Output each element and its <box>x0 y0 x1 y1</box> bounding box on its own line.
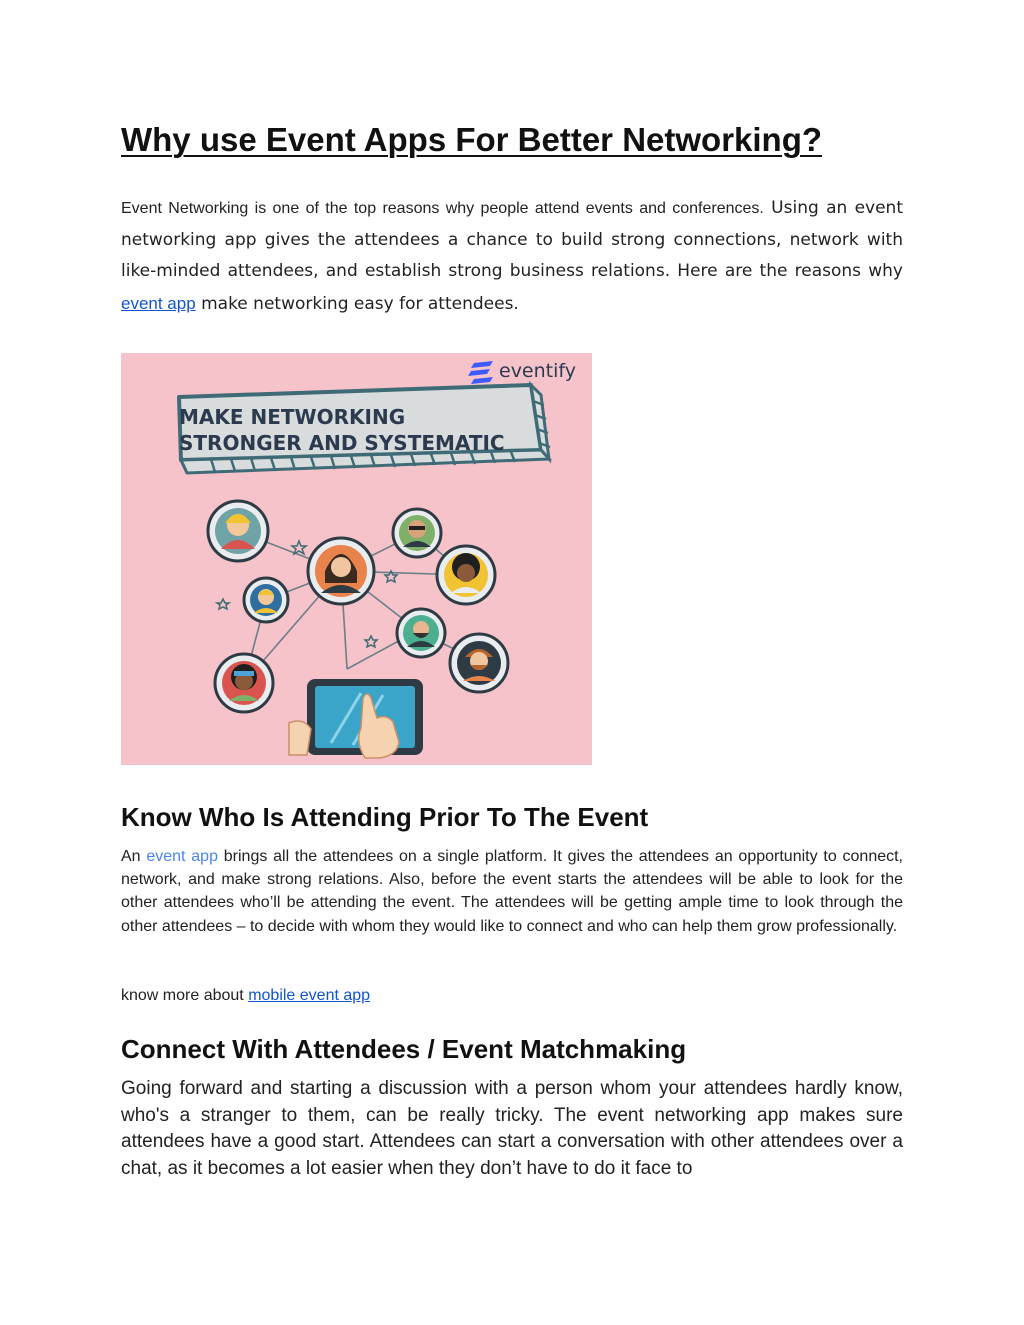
attendee-avatar-icon <box>393 509 441 557</box>
section1-text-rest: brings all the attendees on a single platform. It gives the attendees an opportunity to connect, network, and make strong relations. Also, before the event starts the attendees will be able to look for the other attendees who’ll be attending the event. The attendees will be getting ample time to look through the other attendees – to decide with whom they would like to connect and who can help them grow professionally. <box>121 848 904 935</box>
attendee-avatar-icon <box>308 538 374 604</box>
banner-line-1: MAKE NETWORKING <box>179 405 406 429</box>
mobile-event-app-link[interactable]: mobile event app <box>248 987 371 1004</box>
banner-line-2: STRONGER AND SYSTEMATIC <box>179 431 505 455</box>
banner <box>179 385 550 473</box>
attendee-avatar-icon <box>215 654 273 712</box>
intro-lead: Event Networking is one of the top reasons why people attend events and conferences. <box>121 200 764 217</box>
brand-name: eventify <box>499 360 576 382</box>
section1-text-start: An <box>121 848 147 865</box>
tablet-icon <box>289 679 423 758</box>
section-heading-attending: Know Who Is Attending Prior To The Event <box>121 802 649 832</box>
attendee-avatar-icon <box>450 634 508 692</box>
event-app-link-2[interactable]: event app <box>146 848 218 865</box>
section-heading-matchmaking: Connect With Attendees / Event Matchmaking <box>121 1034 687 1064</box>
intro-paragraph <box>121 193 903 320</box>
attendee-avatar-icon <box>208 501 268 561</box>
page-title: Why use Event Apps For Better Networking? <box>121 121 823 158</box>
intro-body: Using an event networking app gives the attendees a chance to build strong connections, network with like-minded attendees, and establish strong business relations. Here are the reasons why <box>121 198 903 281</box>
know-more-prefix: know more about <box>121 987 249 1004</box>
illustration-svg <box>121 353 592 765</box>
networking-illustration <box>121 353 592 765</box>
attendee-avatar-icon <box>244 578 288 622</box>
intro-body-end: make networking easy for attendees. <box>195 293 519 314</box>
event-app-link[interactable]: event app <box>121 293 196 313</box>
attendee-avatar-icon <box>437 546 495 604</box>
section2-paragraph: Going forward and starting a discussion with a person whom your attendees hardly know, who's a stranger to them, can be really tricky. The event networking app makes sure attendees have a good start. Attendees can start a conversation with other attendees over a chat, as it becomes a lot easier when they don’t have to do it face to <box>121 1078 903 1179</box>
section1-paragraph <box>121 845 903 938</box>
attendee-avatar-icon <box>397 609 445 657</box>
know-more-line <box>121 984 903 1007</box>
